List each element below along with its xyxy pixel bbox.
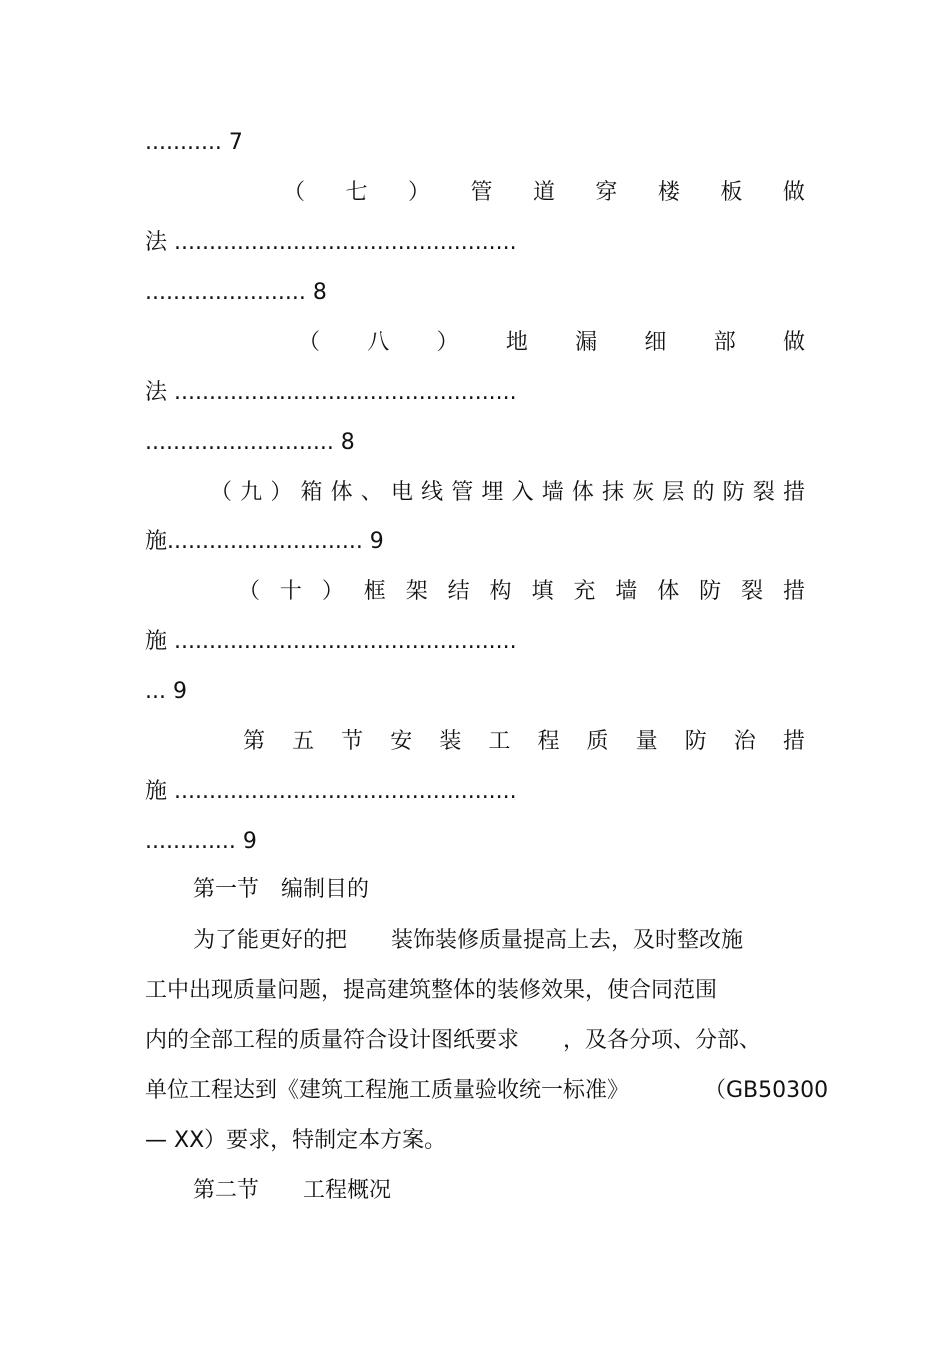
toc-char: （ — [210, 480, 233, 505]
toc-char: 体 — [330, 480, 353, 505]
toc-char: 防 — [722, 480, 745, 505]
toc-char: 埋 — [481, 480, 504, 505]
toc-char: 填 — [531, 579, 554, 604]
toc-char: 体 — [657, 579, 680, 604]
toc-char: 防 — [699, 579, 722, 604]
toc-entry-box-conduit-crack — [210, 478, 805, 508]
paragraph-line: 内的全部工程的质量符合设计图纸要求 ，及各分项、分部、 — [145, 1028, 762, 1053]
standard-code: （GB50300 — [704, 1078, 829, 1103]
toc-char: 程 — [537, 729, 560, 754]
toc-dots-line: 法 ................................................. — [145, 380, 517, 405]
toc-char: 治 — [733, 729, 756, 754]
toc-char: 七 — [345, 180, 368, 205]
toc-char: （ — [298, 330, 321, 355]
toc-entry-section-five — [243, 727, 805, 757]
toc-char: 楼 — [657, 180, 680, 205]
toc-char: 部 — [713, 330, 736, 355]
toc-char: 板 — [720, 180, 743, 205]
toc-char: 做 — [782, 330, 805, 355]
toc-char: 的 — [692, 480, 715, 505]
toc-char: （ — [238, 579, 261, 604]
toc-char: 抹 — [602, 480, 625, 505]
toc-dots-line: ....................... 8 — [145, 280, 327, 305]
toc-char: ） — [407, 180, 430, 205]
toc-char: 道 — [532, 180, 555, 205]
toc-char: 入 — [511, 480, 534, 505]
toc-char: 防 — [684, 729, 707, 754]
toc-entry-pipe-through-floor — [283, 178, 805, 208]
toc-char: 细 — [644, 330, 667, 355]
toc-char: 灰 — [632, 480, 655, 505]
toc-char: 架 — [405, 579, 428, 604]
toc-char: 质 — [586, 729, 609, 754]
toc-dots-line: 施 ................................................. — [145, 779, 517, 804]
toc-char: 工 — [488, 729, 511, 754]
section-heading-overview: 第二节 工程概况 — [193, 1178, 392, 1203]
toc-dots-line: 施............................ 9 — [145, 529, 384, 554]
toc-char: 电 — [390, 480, 413, 505]
paragraph-line: 单位工程达到《建筑工程施工质量验收统一标准》 — [145, 1078, 630, 1103]
toc-char: 措 — [782, 480, 805, 505]
section-heading-purpose: 第一节 编制目的 — [193, 877, 370, 902]
toc-char: 安 — [390, 729, 413, 754]
toc-entry-floor-drain — [298, 328, 805, 358]
toc-char: 墙 — [615, 579, 638, 604]
toc-char: 裂 — [741, 579, 764, 604]
toc-dots-line: 法 ................................................. — [145, 230, 517, 255]
paragraph-line: — XX）要求，特制定本方案。 — [145, 1128, 447, 1153]
toc-char: 量 — [635, 729, 658, 754]
toc-char: 穿 — [595, 180, 618, 205]
toc-char: 结 — [447, 579, 470, 604]
toc-char: ） — [436, 330, 459, 355]
toc-char: 管 — [451, 480, 474, 505]
toc-char: 做 — [782, 180, 805, 205]
toc-char: 线 — [421, 480, 444, 505]
toc-char: 框 — [363, 579, 386, 604]
toc-char: 漏 — [575, 330, 598, 355]
toc-char: 构 — [489, 579, 512, 604]
toc-char: ） — [270, 480, 293, 505]
toc-char: 装 — [439, 729, 462, 754]
toc-char: 管 — [470, 180, 493, 205]
paragraph-line: 工中出现质量问题，提高建筑整体的装修效果，使合同范围 — [145, 978, 718, 1003]
toc-char: ） — [321, 579, 344, 604]
toc-char: 九 — [240, 480, 263, 505]
toc-char: 充 — [573, 579, 596, 604]
toc-char: 墙 — [541, 480, 564, 505]
toc-char: 五 — [292, 729, 315, 754]
toc-dots-line: ... 9 — [145, 679, 187, 704]
toc-entry-frame-infill-crack — [238, 577, 805, 607]
toc-char: 箱 — [300, 480, 323, 505]
toc-char: 措 — [782, 579, 805, 604]
toc-char: 第 — [243, 729, 266, 754]
toc-dots-line: ........................... 8 — [145, 430, 355, 455]
toc-char: 裂 — [752, 480, 775, 505]
toc-char: 、 — [360, 480, 383, 505]
toc-char: 地 — [505, 330, 528, 355]
toc-dots-line: 施 ................................................. — [145, 629, 517, 654]
paragraph-line: 为了能更好的把 装饰装修质量提高上去，及时整改施 — [193, 928, 744, 953]
toc-char: 节 — [341, 729, 364, 754]
toc-char: （ — [283, 180, 306, 205]
toc-char: 措 — [782, 729, 805, 754]
toc-dots-line: ........... 7 — [145, 130, 243, 155]
toc-dots-line: ............. 9 — [145, 829, 257, 854]
toc-char: 体 — [571, 480, 594, 505]
toc-char: 层 — [662, 480, 685, 505]
toc-char: 八 — [367, 330, 390, 355]
toc-char: 十 — [279, 579, 302, 604]
